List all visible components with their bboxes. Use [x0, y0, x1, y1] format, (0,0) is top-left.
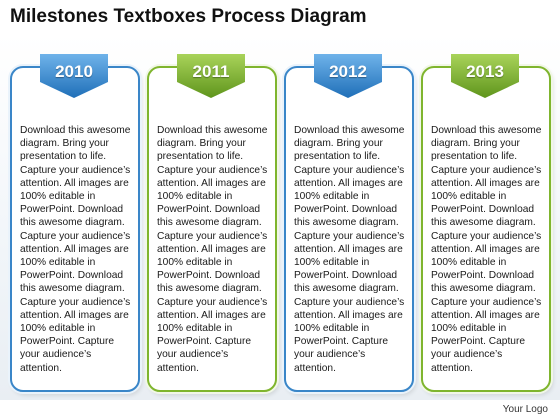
milestone-card-4 [421, 66, 551, 392]
milestone-text: Download this awesome diagram. Bring your presentation to life. Capture your audience’s attention. All images are 100% editable in PowerPoint. Download this awesome diagram. Capture your audience’s attention. All images are 100% editable in PowerPoint. Download this awesome diagram. Capture your audience’s attention. All images are 100% editable in PowerPoint. Capture your audience’s attention. [431, 125, 542, 374]
page-title: Milestones Textboxes Process Diagram [10, 6, 367, 27]
milestone-banner-4 [451, 54, 519, 98]
milestone-year: 2011 [192, 62, 230, 81]
diagram-area [0, 34, 560, 400]
milestone-card-2 [147, 66, 277, 392]
milestone-year: 2010 [55, 62, 93, 81]
logo-text: Your Logo [502, 404, 548, 415]
milestone-year: 2012 [329, 62, 367, 81]
milestone-text: Download this awesome diagram. Bring your presentation to life. Capture your audience’s attention. All images are 100% editable in PowerPoint. Download this awesome diagram. Capture your audience’s attention. All images are 100% editable in PowerPoint. Download this awesome diagram. Capture your audience’s attention. All images are 100% editable in PowerPoint. Capture your audience’s attention. [157, 125, 268, 374]
milestone-card-1 [10, 66, 140, 392]
milestone-text: Download this awesome diagram. Bring your presentation to life. Capture your audience’s attention. All images are 100% editable in PowerPoint. Download this awesome diagram. Capture your audience’s attention. All images are 100% editable in PowerPoint. Download this awesome diagram. Capture your audience’s attention. All images are 100% editable in PowerPoint. Capture your audience’s attention. [20, 125, 131, 374]
milestone-card-3 [284, 66, 414, 392]
milestone-banner-2 [177, 54, 245, 98]
milestone-banner-3 [314, 54, 382, 98]
milestone-banner-1 [40, 54, 108, 98]
milestone-year: 2013 [466, 62, 504, 81]
milestone-text: Download this awesome diagram. Bring your presentation to life. Capture your audience’s attention. All images are 100% editable in PowerPoint. Download this awesome diagram. Capture your audience’s attention. All images are 100% editable in PowerPoint. Download this awesome diagram. Capture your audience’s attention. All images are 100% editable in PowerPoint. Capture your audience’s attention. [294, 125, 405, 374]
